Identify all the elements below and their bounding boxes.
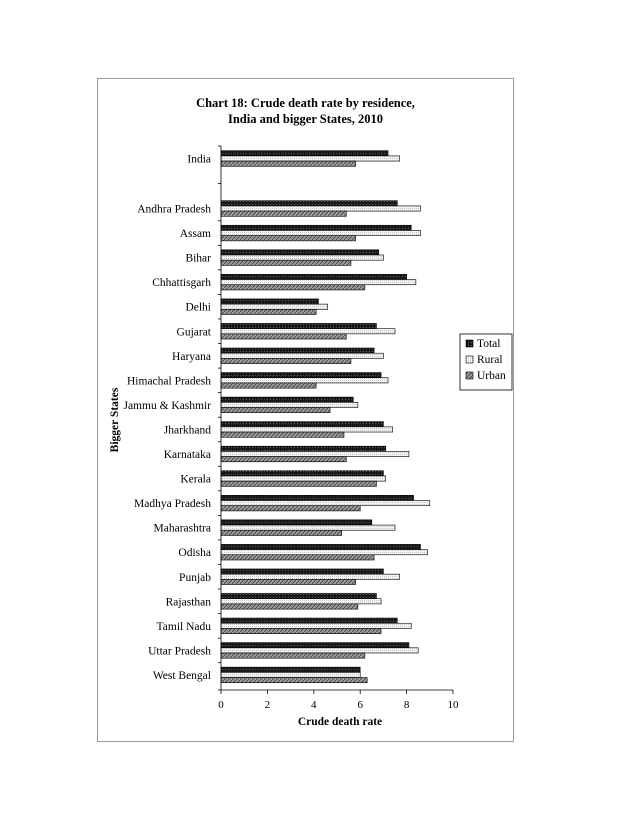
bar-urban	[221, 334, 346, 339]
chart-title: Chart 18: Crude death rate by residence,	[196, 96, 415, 110]
bar-group-jammu-kashmir	[221, 397, 358, 413]
bar-urban	[221, 383, 316, 388]
bar-urban	[221, 481, 376, 486]
bar-rural	[221, 476, 386, 481]
bar-urban	[221, 260, 351, 265]
category-label: Assam	[179, 228, 211, 241]
bar-urban	[221, 628, 381, 633]
bar-group-tamil-nadu	[221, 618, 411, 634]
x-tick-label: 6	[357, 699, 363, 711]
bar-group-himachal-pradesh	[221, 373, 388, 389]
bar-rural	[221, 255, 383, 260]
bar-urban	[221, 408, 330, 413]
bar-urban	[221, 285, 365, 290]
legend-label-urban: Urban	[477, 370, 506, 382]
bar-rural	[221, 329, 395, 334]
category-label: Jharkhand	[163, 424, 211, 437]
bar-total	[221, 495, 414, 500]
bar-total	[221, 594, 376, 599]
bar-total	[221, 520, 372, 525]
bar-group-madhya-pradesh	[221, 495, 430, 511]
bar-total	[221, 471, 383, 476]
category-label: Himachal Pradesh	[127, 375, 211, 388]
bar-group-andhra-pradesh	[221, 201, 421, 217]
x-tick-label: 4	[311, 699, 317, 711]
category-label: Kerala	[180, 473, 211, 486]
bar-total	[221, 569, 383, 574]
category-label: Odisha	[178, 547, 211, 560]
category-label: West Bengal	[152, 669, 211, 682]
bar-urban	[221, 530, 342, 535]
bar-rural	[221, 451, 409, 456]
category-label: Karnataka	[163, 449, 211, 461]
bar-urban	[221, 432, 344, 437]
bar-group-odisha	[221, 544, 427, 560]
legend-swatch-total	[466, 340, 473, 347]
legend-swatch-urban	[466, 372, 473, 379]
bar-rural	[221, 230, 421, 235]
category-label: Tamil Nadu	[156, 620, 211, 633]
bar-rural	[221, 672, 360, 677]
bar-group-punjab	[221, 569, 400, 585]
bar-total	[221, 643, 409, 648]
bar-group-karnataka	[221, 446, 409, 462]
category-label: Rajasthan	[165, 596, 211, 609]
bar-group-gujarat	[221, 323, 395, 339]
category-label: India	[187, 153, 211, 166]
bar-total	[221, 544, 421, 549]
bar-total	[221, 274, 407, 279]
bar-rural	[221, 648, 418, 653]
category-label: Madhya Pradesh	[134, 498, 211, 511]
bar-group-india	[221, 151, 400, 167]
bar-urban	[221, 161, 356, 166]
x-tick-label: 0	[218, 699, 224, 711]
bar-total	[221, 667, 360, 672]
legend-label-rural: Rural	[477, 354, 503, 366]
category-label: Bihar	[185, 252, 211, 265]
bar-total	[221, 618, 397, 623]
bar-rural	[221, 574, 400, 579]
category-label: Delhi	[185, 301, 211, 314]
x-tick-label: 2	[264, 699, 271, 711]
bar-rural	[221, 427, 393, 432]
bar-group-bihar	[221, 250, 383, 266]
bar-total	[221, 201, 397, 206]
bar-total	[221, 151, 388, 156]
category-label: Andhra Pradesh	[137, 203, 211, 216]
bar-rural	[221, 501, 430, 506]
legend-swatch-rural	[466, 356, 473, 363]
bar-urban	[221, 309, 316, 314]
bar-total	[221, 323, 376, 328]
category-label: Uttar Pradesh	[148, 645, 211, 658]
category-label: Haryana	[172, 350, 211, 363]
bar-total	[221, 250, 379, 255]
bar-urban	[221, 604, 358, 609]
bar-group-chhattisgarh	[221, 274, 416, 290]
bar-total	[221, 373, 381, 378]
bar-rural	[221, 156, 400, 161]
bar-group-maharashtra	[221, 520, 395, 536]
bar-rural	[221, 623, 411, 628]
bar-rural	[221, 550, 427, 555]
bar-rural	[221, 304, 328, 309]
bar-rural	[221, 280, 416, 285]
category-label: Punjab	[179, 571, 211, 584]
bar-group-west-bengal	[221, 667, 367, 683]
bar-total	[221, 225, 411, 230]
bar-urban	[221, 236, 356, 241]
bar-urban	[221, 653, 365, 658]
bar-rural	[221, 402, 358, 407]
bar-group-jharkhand	[221, 422, 393, 438]
bar-rural	[221, 206, 421, 211]
legend-label-total: Total	[477, 338, 501, 350]
bar-rural	[221, 599, 381, 604]
x-tick-label: 8	[403, 699, 410, 711]
x-tick-label: 10	[447, 699, 459, 711]
bar-group-uttar-pradesh	[221, 643, 418, 659]
bar-total	[221, 348, 374, 353]
bar-urban	[221, 211, 346, 216]
category-label: Jammu & Kashmir	[123, 399, 211, 412]
category-label: Maharashtra	[153, 522, 211, 535]
bar-urban	[221, 506, 360, 511]
bar-total	[221, 422, 383, 427]
bar-rural	[221, 353, 383, 358]
bar-urban	[221, 457, 346, 462]
bar-group-kerala	[221, 471, 386, 487]
y-axis-title: Bigger States	[109, 387, 121, 453]
bar-rural	[221, 525, 395, 530]
bar-urban	[221, 678, 367, 683]
bar-total	[221, 397, 353, 402]
x-axis-title: Crude death rate	[297, 716, 383, 728]
bar-group-haryana	[221, 348, 383, 364]
bar-total	[221, 446, 386, 451]
bar-urban	[221, 555, 374, 560]
bar-group-rajasthan	[221, 594, 381, 610]
chart-subtitle: India and bigger States, 2010	[227, 112, 383, 126]
bar-urban	[221, 579, 356, 584]
bar-rural	[221, 378, 388, 383]
bar-urban	[221, 358, 351, 363]
bar-group-assam	[221, 225, 421, 241]
bar-group-delhi	[221, 299, 328, 315]
bar-total	[221, 299, 318, 304]
category-label: Gujarat	[176, 326, 211, 339]
category-label: Chhattisgarh	[152, 277, 211, 290]
